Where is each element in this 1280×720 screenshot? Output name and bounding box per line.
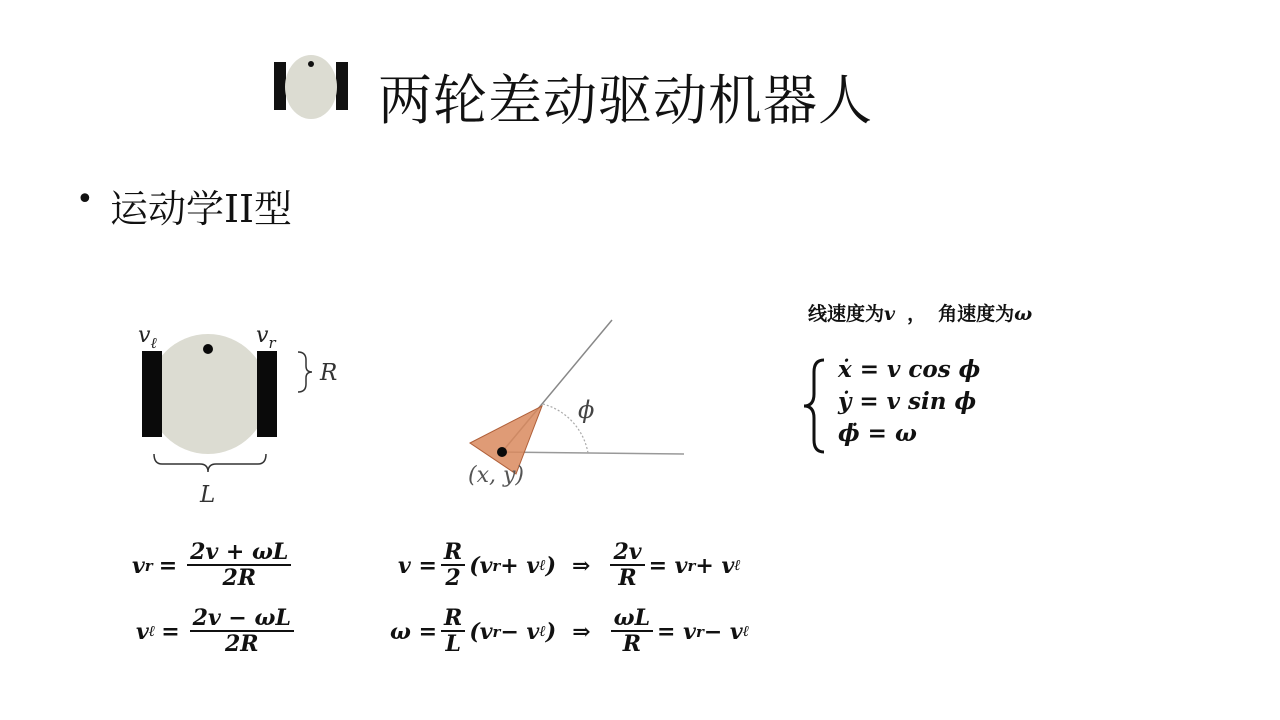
right-wheel-velocity-label: $v_r$ xyxy=(256,323,276,352)
axle-brace xyxy=(154,454,266,472)
equation-y-dot: ẏ = v sin ϕ xyxy=(838,388,977,415)
equation-angular-velocity: ω = $\frac{R}{L}$ (v r − v ℓ ) ⇒ $\frac{\omega L}{R}$ = v r − v ℓ xyxy=(390,605,750,658)
robot-position-dot xyxy=(497,447,507,457)
angular-prefix: 角速度为 xyxy=(938,303,1015,325)
radius-brace xyxy=(298,352,312,392)
linear-symbol: v xyxy=(884,303,896,325)
bullet-text: 运动学II型 xyxy=(110,187,293,231)
speed-separator: ， xyxy=(907,303,927,325)
robot-icon-left-wheel xyxy=(274,62,286,110)
left-wheel-velocity-label: $v_\ell$ xyxy=(138,323,157,352)
position-label: (x, y) xyxy=(468,463,524,488)
robot-icon-marker xyxy=(308,61,314,67)
left-wheel xyxy=(142,351,162,437)
x-axis-ray xyxy=(502,452,684,454)
pose-diagram xyxy=(460,312,700,497)
bullet-marker: • xyxy=(76,182,94,217)
axle-label: L xyxy=(200,482,216,508)
robot-marker xyxy=(203,344,213,354)
equation-vr: v r = $\frac{2v + \omega L}{2R}$ xyxy=(132,540,295,591)
robot-diagram xyxy=(130,318,360,513)
angle-label: ϕ xyxy=(578,396,595,424)
angular-symbol: ω xyxy=(1014,303,1033,325)
robot-icon-right-wheel xyxy=(336,62,348,110)
right-wheel xyxy=(257,351,277,437)
equation-vl: v ℓ = $\frac{2v - \omega L}{2R}$ xyxy=(136,606,298,657)
speed-definition xyxy=(808,299,1032,326)
equation-phi-dot: ϕ̇ = ω xyxy=(838,420,917,447)
page-title: 两轮差动驱动机器人 xyxy=(378,69,873,132)
equation-linear-velocity: v = $\frac{R}{2}$ (v r + v ℓ ) ⇒ $\frac{2v}{R}$ = v r + v ℓ xyxy=(398,539,741,592)
system-brace xyxy=(800,356,830,456)
robot-icon xyxy=(272,54,350,122)
equation-x-dot: ẋ = v cos ϕ xyxy=(838,356,981,383)
state-equations xyxy=(838,356,1038,456)
radius-label: R xyxy=(320,360,338,386)
linear-prefix: 线速度为 xyxy=(808,303,885,325)
